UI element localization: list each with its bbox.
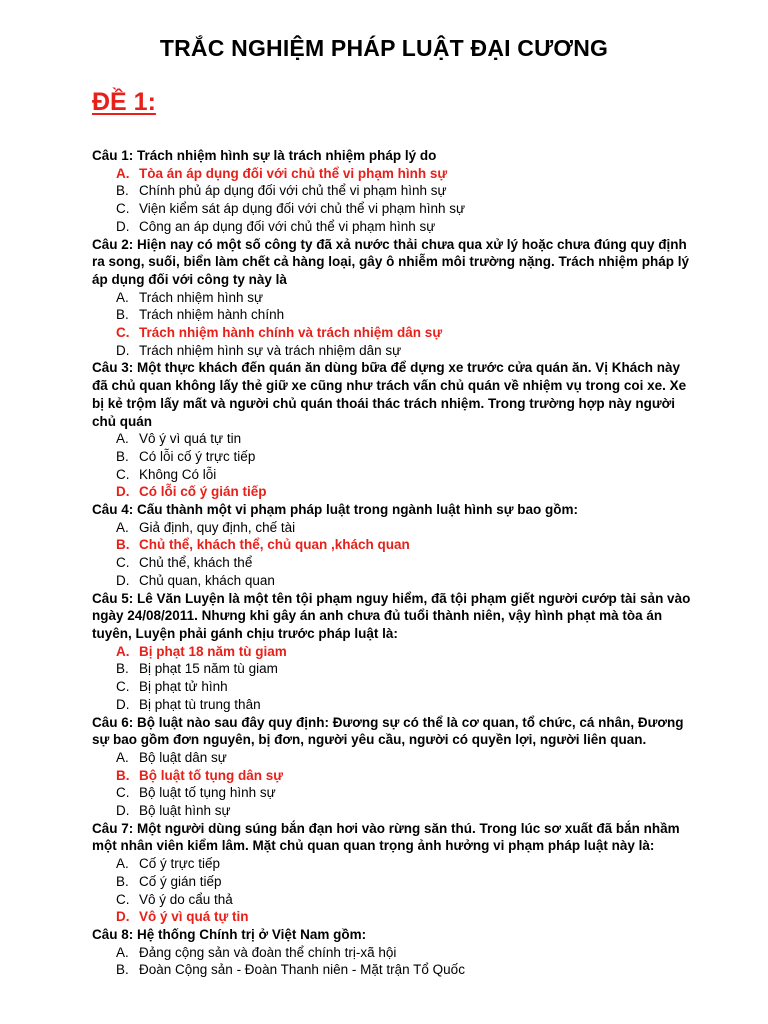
option-letter: C. [116,785,130,801]
option-letter: B. [116,307,129,323]
option-text: Chính phủ áp dụng đối với chủ thể vi phạm hình sự [139,183,447,199]
option-letter: D. [116,218,130,234]
option-letter: D. [116,909,130,925]
option-1-d [92,218,692,236]
option-text: Bộ luật tố tụng hình sự [139,785,276,801]
option-letter: A. [116,749,129,765]
question-1: Câu 1: Trách nhiệm hình sự là trách nhiệm pháp lý do [92,148,437,163]
option-text: Bị phạt 15 năm tù giam [139,661,278,677]
question-4: Câu 4: Cấu thành một vi phạm pháp luật trong ngành luật hình sự bao gồm: [92,502,579,518]
option-6-d [92,802,692,820]
option-letter: B. [116,962,129,978]
option-letter: C. [116,201,130,217]
option-text: Trách nhiệm hình sự và trách nhiệm dân sự [139,342,402,358]
option-letter: B. [116,183,129,199]
question-5: Câu 5: Lê Văn Luyện là một tên tội phạm nguy hiểm, đã tội phạm giết người cướp tài sản vào ngày 24/08/2011. Nhưng khi gây án anh chưa đủ tuổi thành niên, vậy hình phạt mà tòa án tuyên, Luyện phải gánh chịu trước pháp luật là: [92,590,691,641]
option-text: Bộ luật tố tụng dân sự [139,767,284,783]
option-6-a [92,749,692,767]
question-6: Câu 6: Bộ luật nào sau đây quy định: Đương sự có thể là cơ quan, tổ chức, cá nhân, Đương sự bao gồm đơn nguyên, bị đơn, người yêu cầu, người có quyền lợi, người liên quan. [92,714,684,748]
option-text: Trách nhiệm hình sự [139,289,264,305]
option-text: Bị phạt tù trung thân [139,696,261,712]
option-letter: A. [116,289,129,305]
option-letter: C. [116,555,130,571]
option-text: Bị phạt tử hình [139,679,228,695]
option-letter: B. [116,537,130,553]
option-letter: D. [116,342,130,358]
option-5-d [92,696,692,714]
option-4-c [92,554,692,572]
option-text: Cố ý trực tiếp [139,856,221,872]
option-text: Vô ý vì quá tự tin [139,909,249,925]
option-5-c [92,678,692,696]
option-text: Trách nhiệm hành chính và trách nhiệm dân sự [139,325,443,341]
document-title: TRẮC NGHIỆM PHÁP LUẬT ĐẠI CƯƠNG [159,35,609,61]
option-letter: D. [116,696,130,712]
option-text: Chủ thể, khách thể [139,555,253,571]
option-letter: D. [116,572,130,588]
option-letter: C. [116,679,130,695]
option-letter: B. [116,448,129,464]
exam-label: ĐỀ 1: [92,88,156,116]
question-8: Câu 8: Hệ thống Chính trị ở Việt Nam gồm: [92,926,367,942]
option-text: Chủ quan, khách quan [139,572,275,588]
option-letter: A. [116,944,129,960]
option-text: Vô ý do cẩu thả [139,891,233,907]
option-text: Có lỗi cố ý gián tiếp [139,484,267,500]
option-text: Viện kiểm sát áp dụng đối với chủ thể vi phạm hình sự [139,201,466,217]
option-4-a [92,519,692,537]
option-text: Chủ thể, khách thể, chủ quan ,khách quan [139,537,410,553]
option-letter: A. [116,519,129,535]
option-text: Đoàn Cộng sản - Đoàn Thanh niên - Mặt trận Tổ Quốc [139,962,465,978]
option-letter: B. [116,661,129,677]
option-5-b [92,660,692,678]
question-3: Câu 3: Một thực khách đến quán ăn dùng bữa để dựng xe trước cửa quán ăn. Vị Khách này đã chủ quan không lấy thẻ giữ xe cũng như trách vấn chủ quán về nhiệm vụ trong coi xe. Xe bị kẻ trộm lấy mất và người chủ quán thoái thác trách nhiệm. Trong trường hợp này người chủ quán [92,360,687,429]
option-letter: B. [116,767,130,783]
option-3-d [92,483,692,501]
option-letter: A. [116,856,129,872]
option-letter: C. [116,466,130,482]
option-3-b [92,448,692,466]
option-2-b [92,306,692,324]
option-2-c [92,324,692,342]
option-3-a [92,430,692,448]
option-letter: B. [116,873,129,889]
option-2-d [92,342,692,360]
option-text: Có lỗi cố ý trực tiếp [139,448,256,464]
option-letter: C. [116,891,130,907]
option-text: Trách nhiệm hành chính [139,307,285,323]
question-2: Câu 2: Hiện nay có một số công ty đã xả nước thải chưa qua xử lý hoặc chưa đúng quy định ra song, suối, biển làm chết cả hàng loại, gây ô nhiễm môi trường nặng. Trách nhiệm pháp lý áp dụng đối với công ty này là [92,236,689,287]
option-text: Vô ý vì quá tự tin [139,431,242,447]
option-3-c [92,466,692,484]
option-text: Bộ luật hình sự [139,803,231,819]
option-letter: C. [116,325,130,341]
option-text: Không Có lỗi [139,466,217,482]
option-text: Bộ luật dân sự [139,749,227,765]
option-5-a [92,643,692,661]
option-4-b [92,536,692,554]
option-text: Giả định, quy định, chế tài [139,519,296,535]
question-7: Câu 7: Một người dùng súng bắn đạn hơi vào rừng săn thú. Trong lúc sơ xuất đã bắn nhầm một nhân viên kiểm lâm. Mặt chủ quan quan trọng ảnh hưởng vi phạm pháp luật này là: [92,820,680,854]
option-text: Đảng cộng sản và đoàn thể chính trị-xã hội [139,944,397,960]
option-letter: A. [116,643,130,659]
option-7-a [92,855,692,873]
option-text: Cố ý gián tiếp [139,873,222,889]
option-2-a [92,289,692,307]
option-1-a [92,165,692,183]
option-8-a [92,944,692,962]
option-letter: A. [116,165,130,181]
option-8-b [92,961,692,979]
option-7-d [92,908,692,926]
option-letter: A. [116,431,129,447]
option-text: Công an áp dụng đối với chủ thể vi phạm hình sự [139,218,436,234]
option-letter: D. [116,803,130,819]
option-1-b [92,182,692,200]
option-6-c [92,784,692,802]
option-6-b [92,767,692,785]
question-list [92,147,692,979]
option-7-b [92,873,692,891]
option-text: Bị phạt 18 năm tù giam [139,643,287,659]
option-text: Tòa án áp dụng đối với chủ thể vi phạm hình sự [139,165,448,181]
option-1-c [92,200,692,218]
option-7-c [92,891,692,909]
option-4-d [92,572,692,590]
option-letter: D. [116,484,130,500]
